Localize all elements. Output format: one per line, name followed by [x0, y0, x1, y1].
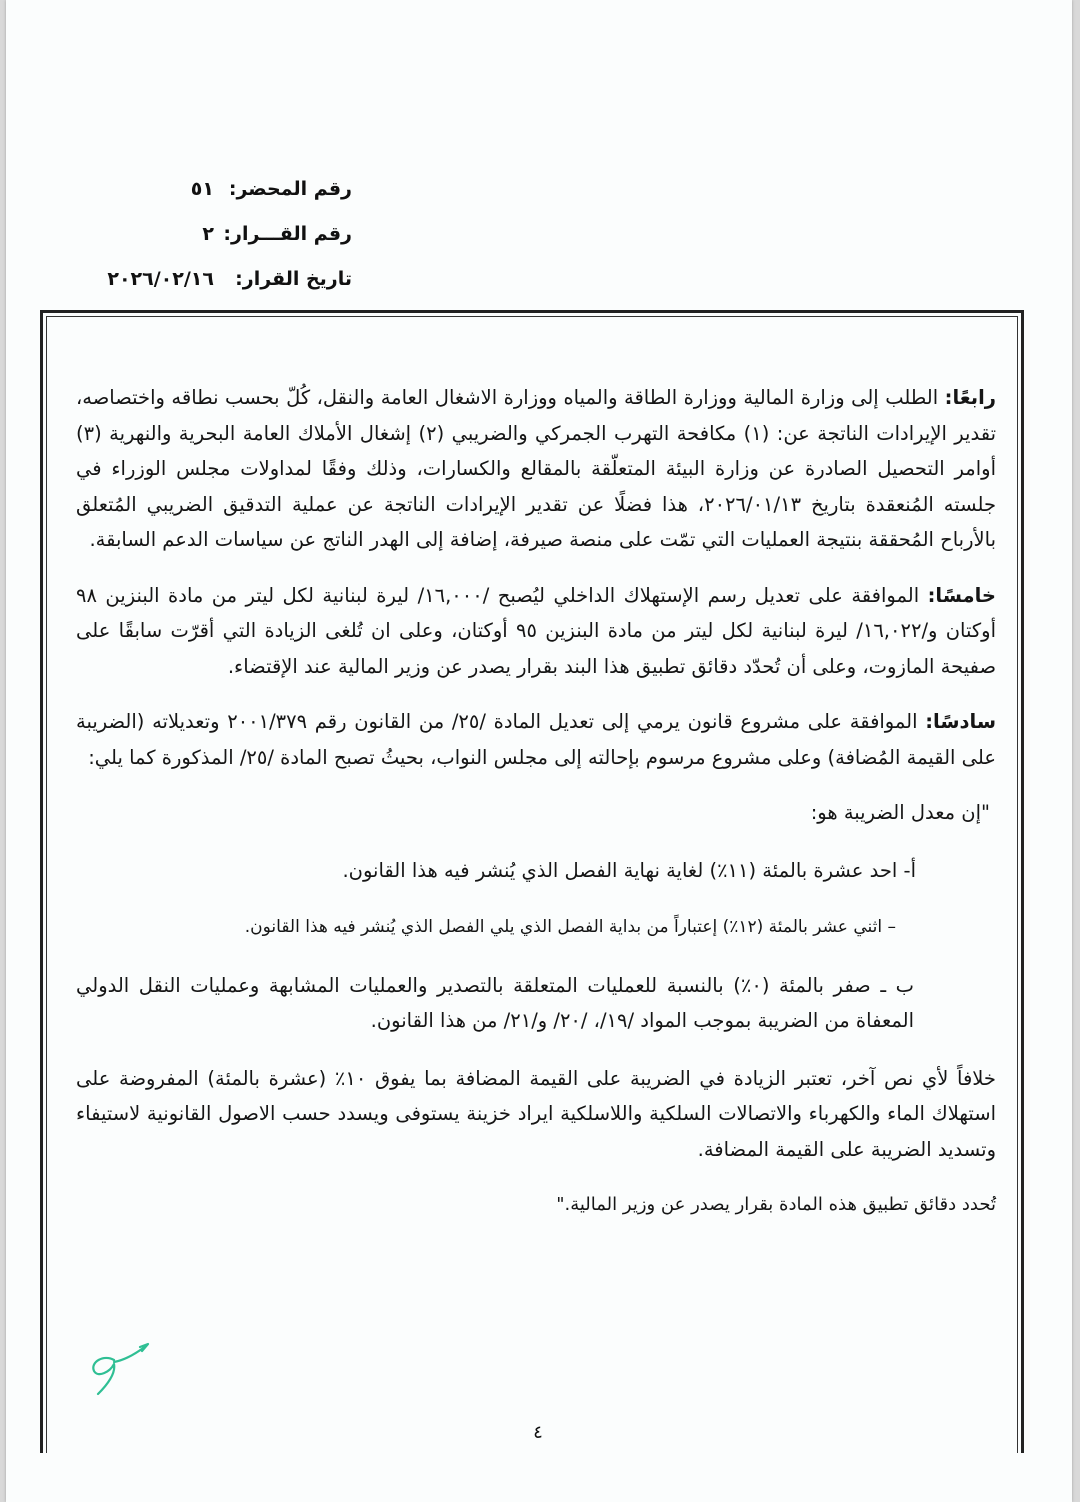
minutes-number-row [107, 178, 352, 223]
decision-date-row [107, 268, 352, 313]
decision-header [107, 178, 352, 313]
section-fourth [76, 380, 996, 558]
section-sixth-title: سادسًا: [925, 710, 997, 733]
notwithstanding-clause: خلافاً لأي نص آخر، تعتبر الزيادة في الضريبة على القيمة المضافة بما يفوق ١٠٪ (عشرة بالمئة) المفروضة على استهلاك الماء والكهرباء والاتصالات السلكية واللاسلكية ايراد خزينة يستوفى ويسدد حسب الاصول القانونية لاستيفاء وتسديد الضريبة على القيمة المضافة. [76, 1066, 996, 1161]
minutes-number-label: رقم المحضر: [228, 178, 352, 200]
tax-rate-intro: "إن معدل الضريبة هو: [810, 801, 990, 824]
minutes-number-value: ٥١ [190, 178, 214, 200]
document-page [6, 0, 1072, 1502]
tax-rate-item-dash: – اثني عشر بالمئة (١٢٪) إعتباراً من بداية الفصل الذي يلي الفصل الذي يُنشر فيه هذا القانون. [244, 917, 896, 937]
section-fifth [76, 578, 996, 685]
section-sixth-text: الموافقة على مشروع قانون يرمي إلى تعديل المادة /٢٥/ من القانون رقم ٢٠٠١/٣٧٩ وتعديلاته (الضريبة على القيمة المُضافة) وعلى مشروع مرسوم بإحالته إلى مجلس النواب، بحيثُ تصبح المادة /٢٥/ المذكورة كما يلي: [76, 710, 996, 769]
section-fourth-title: رابعًا: [944, 386, 996, 409]
decision-date-label: تاريخ القرار: [235, 268, 352, 290]
decision-number-value: ٢ [202, 223, 214, 245]
section-sixth [76, 704, 996, 775]
section-fifth-title: خامسًا: [927, 583, 996, 607]
section-fourth-text: الطلب إلى وزارة المالية ووزارة الطاقة والمياه ووزارة الاشغال العامة والنقل، كُلّ بحسب نطاقه واختصاصه، تقدير الإيرادات الناتجة عن: (١) مكافحة التهرب الجمركي والضريبي (٢) إشغال الأملاك العامة البحرية والنهرية (٣) أوامر التحصيل الصادرة عن وزارة البيئة المتعلّقة بالمقالع والكسارات، وذلك وفقًا لمداولات مجلس الوزراء في جلسته المُنعقدة بتاريخ ٢٠٢٦/٠١/١٣، هذا فضلًا عن تقدير الإيرادات الناتجة عن عملية التدقيق الضريبي المُتعلق بالأرباح المُحققة بنتيجة العمليات التي تمّت على منصة صيرفة، إضافة إلى الهدر الناتج عن سياسات الدعم السابقة. [76, 386, 996, 551]
signature-initials [84, 1338, 154, 1398]
final-clause: تُحدد دقائق تطبيق هذه المادة بقرار يصدر عن وزير المالية." [556, 1194, 996, 1215]
tax-rate-item-a: أ- احد عشرة بالمئة (١١٪) لغاية نهاية الفصل الذي يُنشر فيه هذا القانون. [342, 858, 916, 882]
section-fifth-text: الموافقة على تعديل رسم الإستهلاك الداخلي ليُصبح /١٦,٠٠٠/ ليرة لبنانية لكل ليتر من مادة البنزين ٩٨ أوكتان و/١٦,٠٢٢/ ليرة لبنانية لكل ليتر من مادة البنزين ٩٥ أوكتان، وعلى ان تُلغى الزيادة التي أقرّت سابقًا على صفيحة المازوت، وعلى أن تُحدّد دقائق تطبيق هذا البند بقرار يصدر عن وزير المالية عند الإقتضاء. [76, 583, 996, 678]
decision-body [76, 380, 996, 1243]
signature-stroke [93, 1344, 148, 1394]
page-number: ٤ [533, 1422, 543, 1443]
decision-number-label: رقم القـــرار: [223, 223, 352, 245]
tax-rate-item-b: ب ـ صفر بالمئة (٠٪) بالنسبة للعمليات المتعلقة بالتصدير والعمليات المشابهة وعمليات النقل الدولي المعفاة من الضريبة بموجب المواد /١٩/، /٢٠/ و/٢١/ من هذا القانون. [76, 973, 915, 1032]
decision-date-value: ٢٠٢٦/٠٢/١٦ [107, 268, 214, 290]
decision-number-row [107, 223, 352, 268]
